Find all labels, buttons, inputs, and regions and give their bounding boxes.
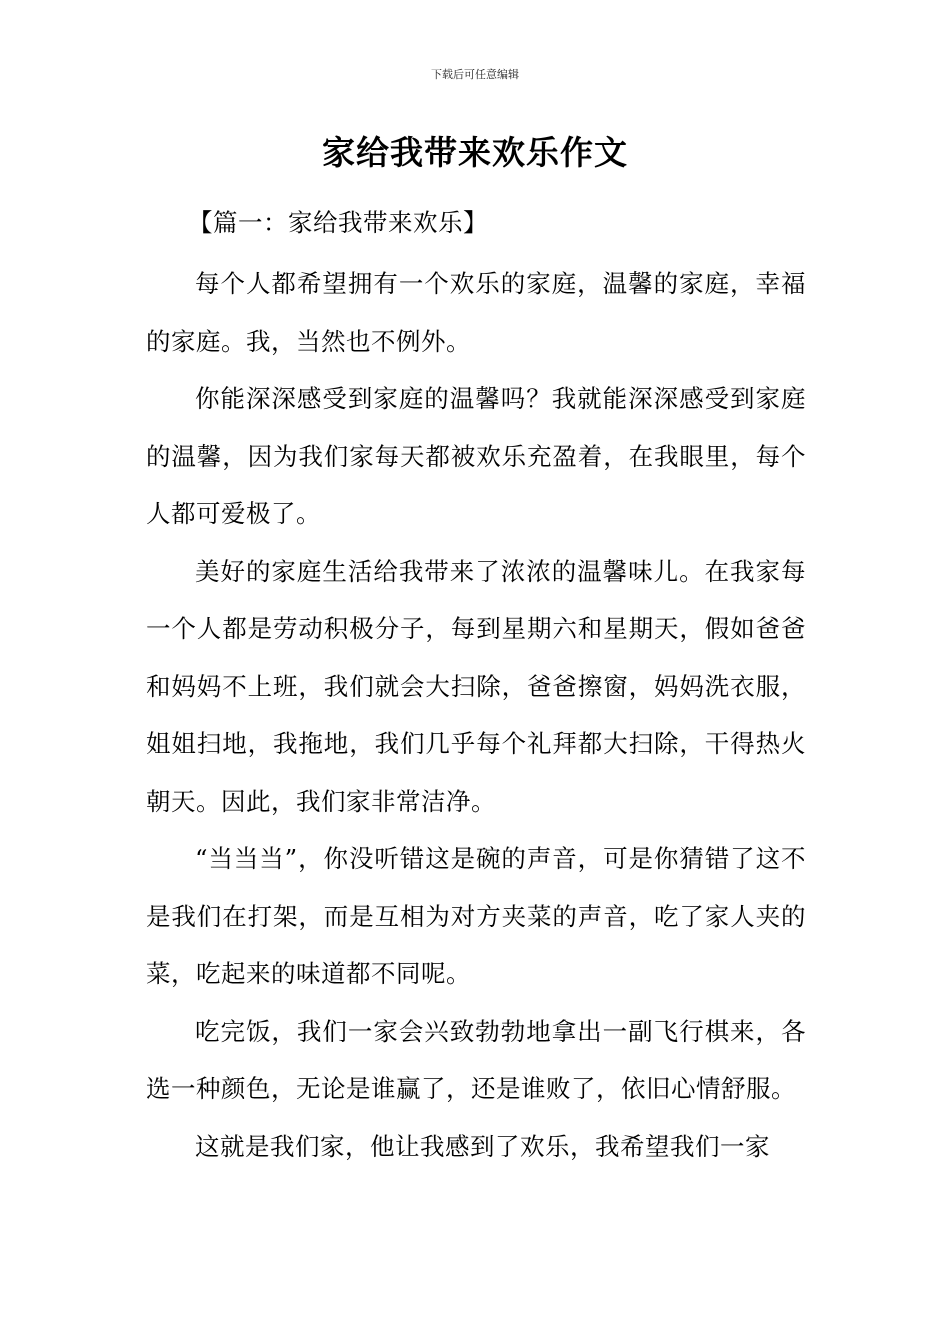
article-body [146, 199, 806, 1175]
section-heading: 【篇一：家给我带来欢乐】 [188, 208, 488, 237]
paragraph-4: “当当当”，你没听错这是碗的声音，可是你猜错了这不是我们在打架，而是互相为对方夹菜的声音，吃了家人夹的菜，吃起来的味道都不同呢。 [146, 844, 806, 988]
paragraph-6: 这就是我们家，他让我感到了欢乐，我希望我们一家 [195, 1131, 770, 1161]
document-title: 家给我带来欢乐作文 [322, 133, 628, 172]
paragraph-1: 每个人都希望拥有一个欢乐的家庭，温馨的家庭，幸福的家庭。我，当然也不例外。 [146, 269, 806, 356]
paragraph-3: 美好的家庭生活给我带来了浓浓的温馨味儿。在我家每一个人都是劳动积极分子，每到星期六和星期天，假如爸爸和妈妈不上班，我们就会大扫除，爸爸擦窗，妈妈洗衣服，姐姐扫地，我拖地，我们几乎每个礼拜都大扫除，干得热火朝天。因此，我们家非常洁净。 [146, 556, 806, 816]
page-header-note: 下载后可任意编辑 [431, 68, 519, 81]
paragraph-2: 你能深深感受到家庭的温馨吗？我就能深深感受到家庭的温馨，因为我们家每天都被欢乐充盈着，在我眼里，每个人都可爱极了。 [146, 384, 806, 528]
paragraph-5: 吃完饭，我们一家会兴致勃勃地拿出一副飞行棋来，各选一种颜色，无论是谁赢了，还是谁败了，依旧心情舒服。 [146, 1016, 806, 1103]
